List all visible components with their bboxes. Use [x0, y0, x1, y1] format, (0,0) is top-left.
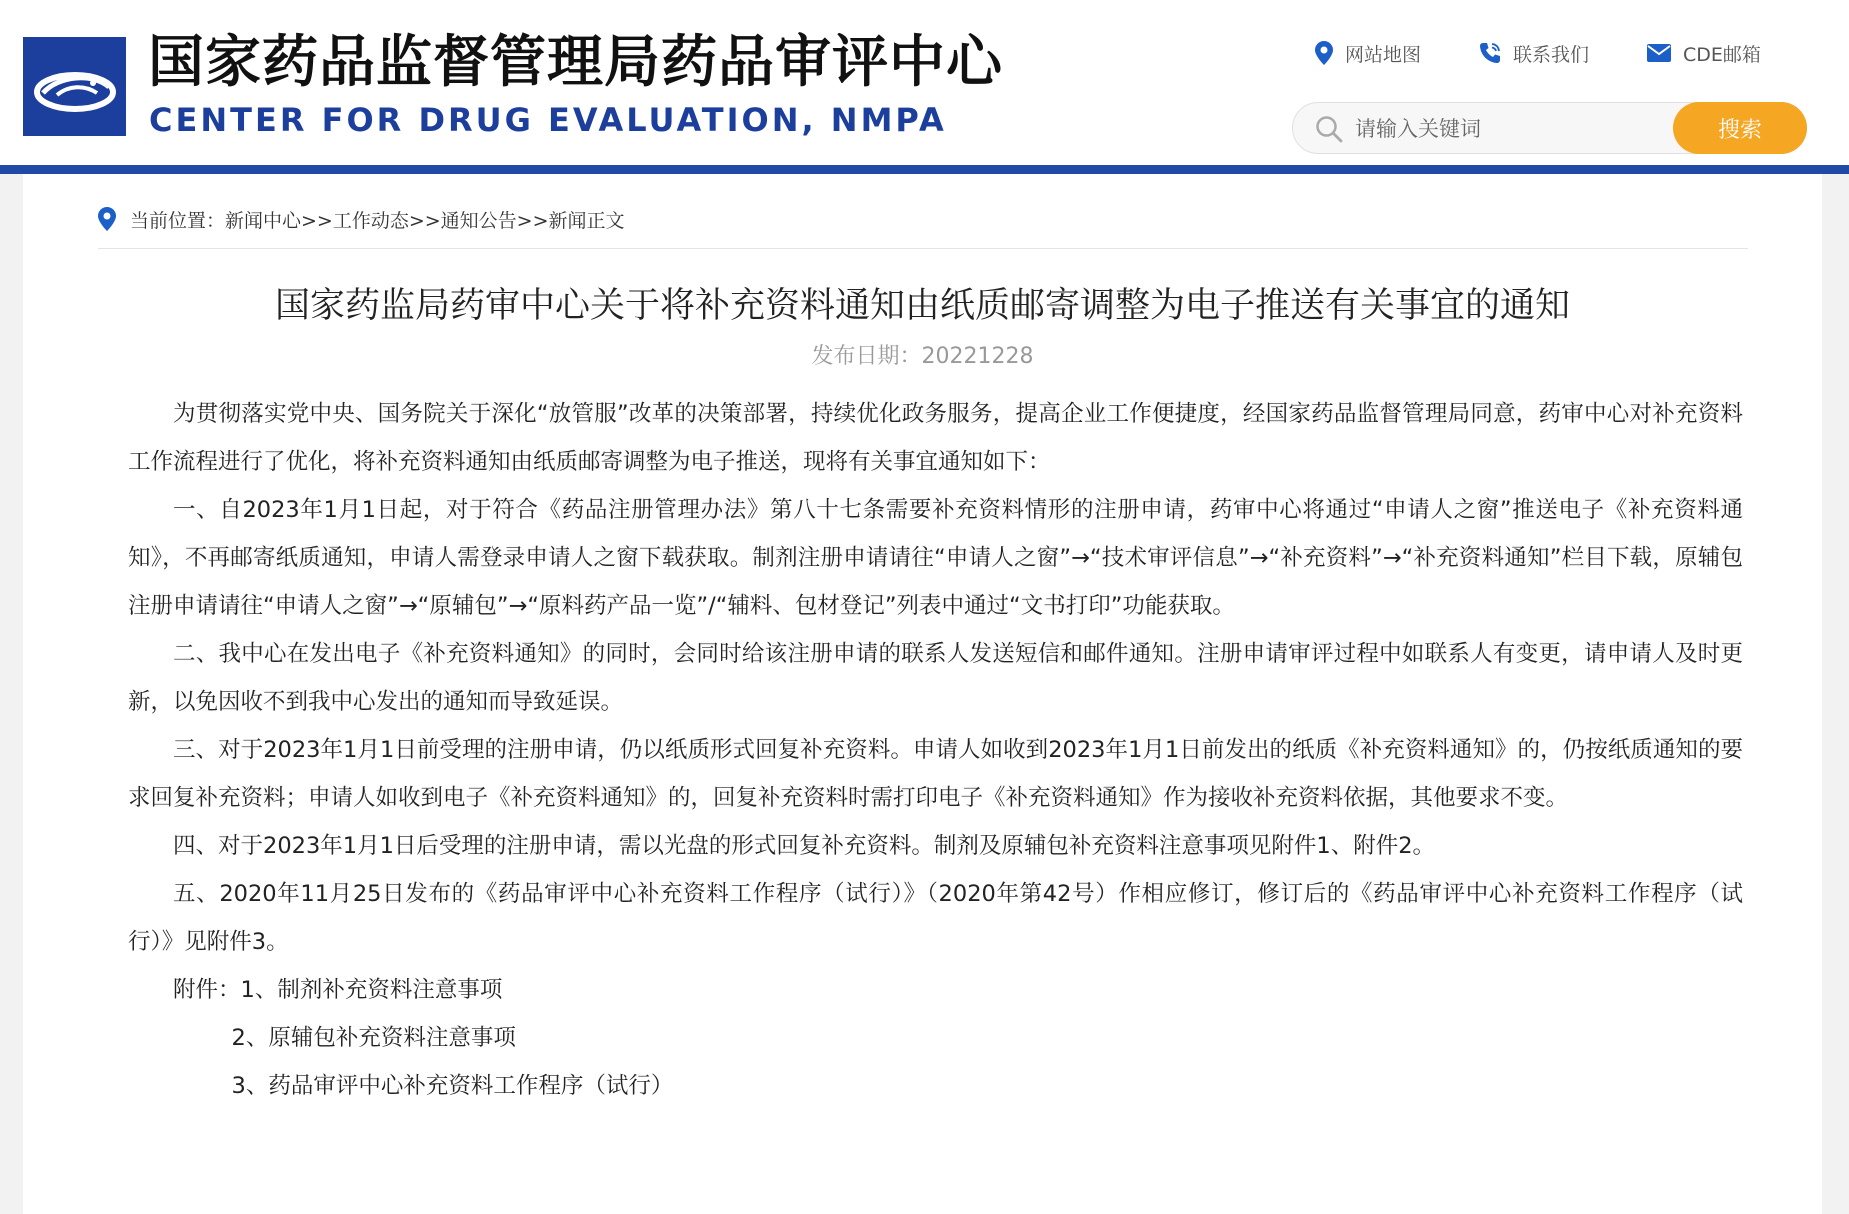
header-divider: [0, 165, 1849, 174]
article-paragraph-intro: 为贯彻落实党中央、国务院关于深化“放管服”改革的决策部署，持续优化政务服务，提高企业工作便捷度，经国家药品监督管理局同意，药审中心对补充资料工作流程进行了优化，将补充资料通知由纸质邮寄调整为电子推送，现将有关事宜通知如下：: [128, 401, 1743, 475]
breadcrumb-text[interactable]: 当前位置：新闻中心>>工作动态>>通知公告>>新闻正文: [130, 209, 625, 232]
breadcrumb-divider: [98, 248, 1748, 249]
attachment-link-2[interactable]: 2、原辅包补充资料注意事项: [231, 1025, 516, 1051]
search-icon: [1315, 115, 1343, 143]
logo-emblem-icon: [23, 37, 126, 136]
cde-mail-link-label: CDE邮箱: [1683, 43, 1761, 66]
site-logo[interactable]: [23, 37, 126, 136]
search-button[interactable]: 搜索: [1673, 102, 1807, 154]
contact-link[interactable]: [1479, 40, 1589, 67]
article-paragraph-1: 一、自2023年1月1日起，对于符合《药品注册管理办法》第八十七条需要补充资料情形的注册申请，药审中心将通过“申请人之窗”推送电子《补充资料通知》，不再邮寄纸质通知，申请人需登录申请人之窗下载获取。制剂注册申请请往“申请人之窗”→“技术审评信息”→“补充资料”→“补充资料通知”栏目下载，原辅包注册申请请往“申请人之窗”→“原辅包”→“原料药产品一览”/“辅料、包材登记”列表中通过“文书打印”功能获取。: [128, 497, 1743, 619]
main-content: [23, 174, 1822, 1214]
sitemap-link[interactable]: [1315, 40, 1421, 67]
publish-date: 发布日期：20221228: [811, 344, 1034, 369]
attachment-link-1[interactable]: 附件：1、制剂补充资料注意事项: [173, 977, 503, 1003]
article-title: 国家药监局药审中心关于将补充资料通知由纸质邮寄调整为电子推送有关事宜的通知: [274, 286, 1570, 326]
location-pin-icon: [1315, 41, 1333, 65]
article-paragraph-5: 五、2020年11月25日发布的《药品审评中心补充资料工作程序（试行）》（2020年第42号）作相应修订，修订后的《药品审评中心补充资料工作程序（试行）》见附件3。: [128, 881, 1743, 955]
top-links: [1315, 38, 1761, 68]
location-pin-icon: [98, 207, 116, 231]
article-paragraph-3: 三、对于2023年1月1日前受理的注册申请，仍以纸质形式回复补充资料。申请人如收到2023年1月1日前发出的纸质《补充资料通知》的，仍按纸质通知的要求回复补充资料；申请人如收到电子《补充资料通知》的，回复补充资料时需打印电子《补充资料通知》作为接收补充资料依据，其他要求不变。: [128, 737, 1743, 811]
mail-icon: [1647, 44, 1671, 62]
article-paragraph-4: 四、对于2023年1月1日后受理的注册申请，需以光盘的形式回复补充资料。制剂及原辅包补充资料注意事项见附件1、附件2。: [173, 833, 1436, 859]
contact-link-label: 联系我们: [1513, 43, 1590, 66]
article-paragraph-2: 二、我中心在发出电子《补充资料通知》的同时，会同时给该注册申请的联系人发送短信和邮件通知。注册申请审评过程中如联系人有变更，请申请人及时更新，以免因收不到我中心发出的通知而导致延误。: [128, 641, 1743, 715]
site-title-en: CENTER FOR DRUG EVALUATION, NMPA: [149, 101, 947, 139]
sitemap-link-label: 网站地图: [1345, 43, 1422, 66]
cde-mail-link[interactable]: [1647, 40, 1761, 67]
site-header: [0, 0, 1849, 165]
breadcrumb: [98, 204, 625, 234]
attachment-link-3[interactable]: 3、药品审评中心补充资料工作程序（试行）: [231, 1073, 674, 1099]
phone-icon: [1479, 42, 1501, 64]
search-input[interactable]: [1353, 111, 1657, 147]
site-title-cn: 国家药品监督管理局药品审评中心: [148, 30, 1003, 95]
article-body: [128, 390, 1743, 1110]
